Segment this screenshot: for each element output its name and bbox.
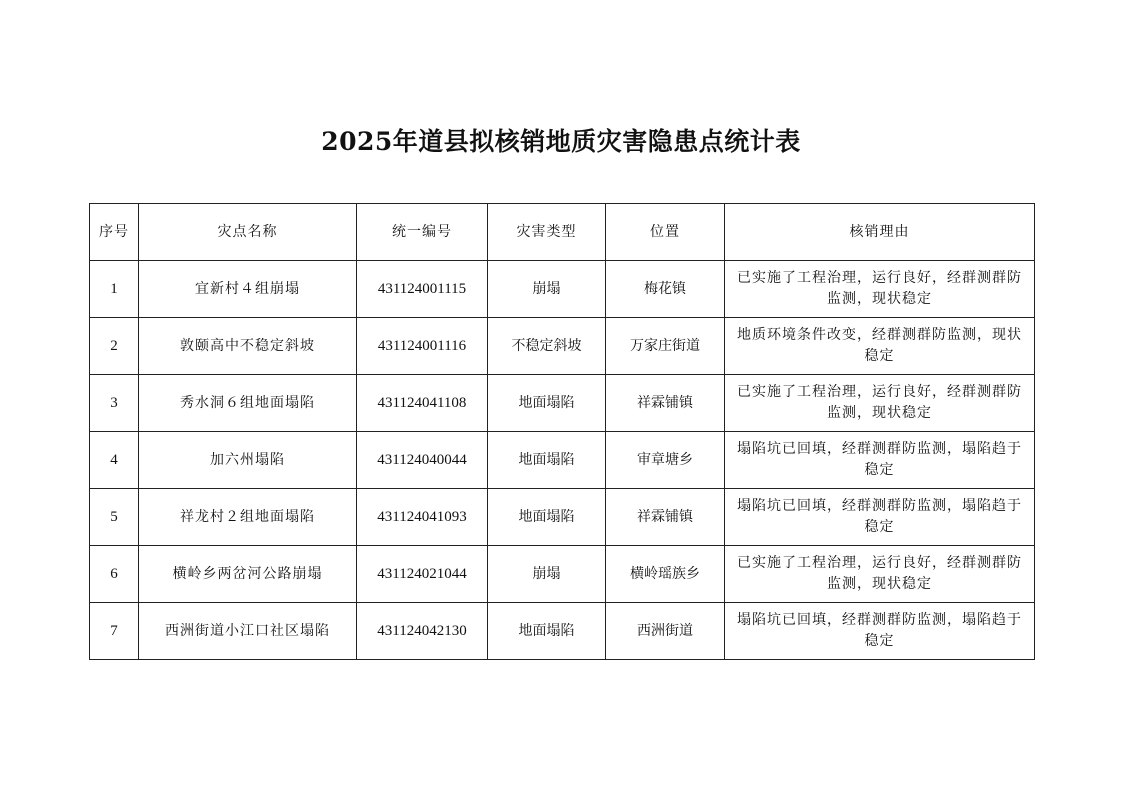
- cell-name: 敦颐高中不稳定斜坡: [139, 318, 357, 375]
- cell-location: 祥霖铺镇: [606, 375, 725, 432]
- column-header-location: 位置: [606, 204, 725, 261]
- table-row: [90, 318, 1035, 375]
- column-header-index: 序号: [90, 204, 139, 261]
- cell-code: 431124001116: [357, 318, 488, 375]
- cell-index: 2: [90, 318, 139, 375]
- column-header-type: 灾害类型: [488, 204, 606, 261]
- table-row: [90, 546, 1035, 603]
- cell-code: 431124001115: [357, 261, 488, 318]
- cell-location: 横岭瑶族乡: [606, 546, 725, 603]
- cell-reason: 已实施了工程治理，运行良好，经群测群防监测，现状稳定: [725, 375, 1035, 432]
- cell-index: 3: [90, 375, 139, 432]
- cell-type: 地面塌陷: [488, 603, 606, 660]
- table-row: [90, 603, 1035, 660]
- cell-location: 祥霖铺镇: [606, 489, 725, 546]
- column-header-code: 统一编号: [357, 204, 488, 261]
- column-header-reason: 核销理由: [725, 204, 1035, 261]
- cell-location: 万家庄街道: [606, 318, 725, 375]
- table-row: [90, 261, 1035, 318]
- cell-location: 审章塘乡: [606, 432, 725, 489]
- cell-name: 宜新村４组崩塌: [139, 261, 357, 318]
- cell-reason: 已实施了工程治理，运行良好，经群测群防监测，现状稳定: [725, 261, 1035, 318]
- cell-reason: 塌陷坑已回填，经群测群防监测，塌陷趋于 稳定: [725, 489, 1035, 546]
- page-title: 2025年道县拟核销地质灾害隐患点统计表: [321, 127, 801, 156]
- table-row: [90, 489, 1035, 546]
- cell-name: 加六州塌陷: [139, 432, 357, 489]
- cell-name: 秀水洞６组地面塌陷: [139, 375, 357, 432]
- cell-type: 崩塌: [488, 261, 606, 318]
- column-header-name: 灾点名称: [139, 204, 357, 261]
- cell-code: 431124040044: [357, 432, 488, 489]
- cell-reason: 塌陷坑已回填，经群测群防监测，塌陷趋于稳定: [725, 432, 1035, 489]
- cell-reason: 地质环境条件改变，经群测群防监测，现状稳定: [725, 318, 1035, 375]
- cell-reason: 已实施了工程治理，运行良好，经群测群防监测，现状稳定: [725, 546, 1035, 603]
- cell-index: 7: [90, 603, 139, 660]
- cell-index: 4: [90, 432, 139, 489]
- cell-type: 地面塌陷: [488, 375, 606, 432]
- cell-code: 431124042130: [357, 603, 488, 660]
- cell-code: 431124021044: [357, 546, 488, 603]
- table-row: [90, 375, 1035, 432]
- cell-code: 431124041108: [357, 375, 488, 432]
- cell-name: 西洲街道小江口社区塌陷: [139, 603, 357, 660]
- cell-type: 地面塌陷: [488, 432, 606, 489]
- cell-index: 5: [90, 489, 139, 546]
- cell-type: 不稳定斜坡: [488, 318, 606, 375]
- table-header-row: [90, 204, 1035, 261]
- cell-location: 梅花镇: [606, 261, 725, 318]
- cell-index: 6: [90, 546, 139, 603]
- hazard-statistics-table: [89, 203, 1035, 660]
- cell-type: 地面塌陷: [488, 489, 606, 546]
- cell-name: 横岭乡两岔河公路崩塌: [139, 546, 357, 603]
- cell-code: 431124041093: [357, 489, 488, 546]
- cell-reason: 塌陷坑已回填，经群测群防监测，塌陷趋于稳定: [725, 603, 1035, 660]
- cell-name: 祥龙村２组地面塌陷: [139, 489, 357, 546]
- cell-location: 西洲街道: [606, 603, 725, 660]
- table-row: [90, 432, 1035, 489]
- cell-type: 崩塌: [488, 546, 606, 603]
- cell-index: 1: [90, 261, 139, 318]
